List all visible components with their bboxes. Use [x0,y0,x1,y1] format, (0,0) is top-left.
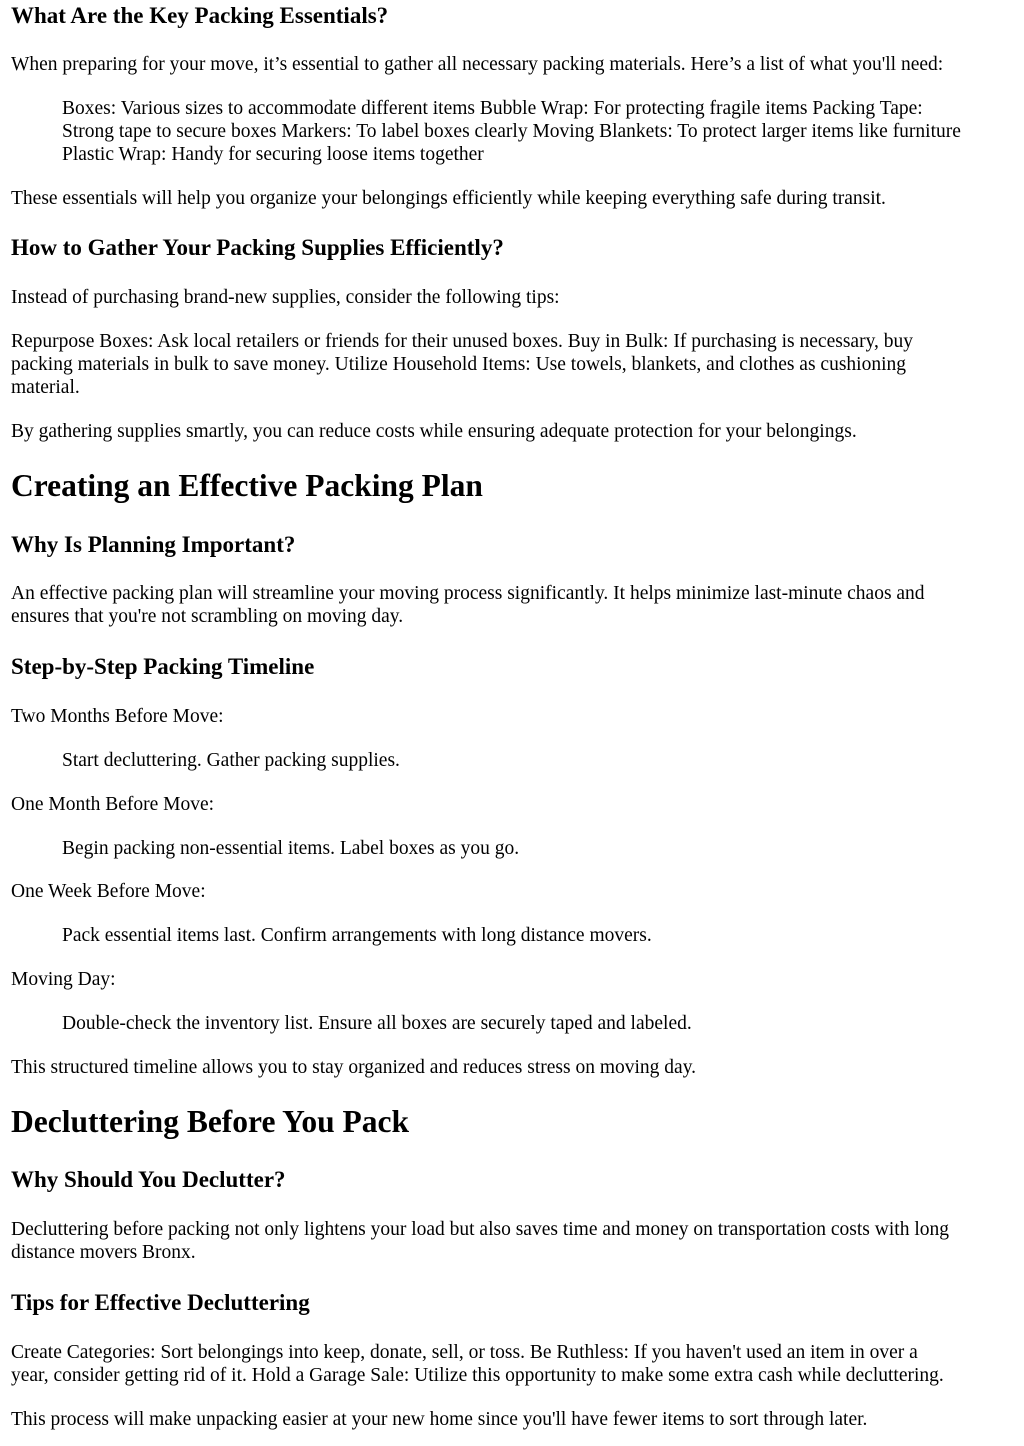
heading-key-packing-essentials: What Are the Key Packing Essentials? [11,3,389,28]
heading-declutter-tips: Tips for Effective Decluttering [11,1290,310,1315]
essentials-list-line: Boxes: Various sizes to accommodate different items Bubble Wrap: For protecting fragile items Packing Tape: [62,98,923,119]
paragraph-line: When preparing for your move, it’s essential to gather all necessary packing materials. Here’s a list of what you'll need: [11,54,944,75]
heading-packing-plan: Creating an Effective Packing Plan [11,468,483,503]
heading-why-planning: Why Is Planning Important? [11,532,296,557]
paragraph-line: By gathering supplies smartly, you can reduce costs while ensuring adequate protection for your belongings. [11,421,857,442]
paragraph-line: material. [11,377,80,398]
timeline-label: Moving Day: [11,969,116,990]
heading-gather-supplies: How to Gather Your Packing Supplies Efficiently? [11,235,504,260]
timeline-label: One Week Before Move: [11,881,206,902]
heading-why-declutter: Why Should You Declutter? [11,1167,286,1192]
heading-packing-timeline: Step-by-Step Packing Timeline [11,654,315,679]
paragraph-line: distance movers Bronx. [11,1242,196,1263]
timeline-tasks: Double-check the inventory list. Ensure all boxes are securely taped and labeled. [62,1013,692,1034]
timeline-label: Two Months Before Move: [11,706,224,727]
essentials-list-line: Strong tape to secure boxes Markers: To label boxes clearly Moving Blankets: To protect larger items like furniture [62,121,961,142]
paragraph-line: Decluttering before packing not only lightens your load but also saves time and money on transportation costs with long [11,1219,949,1240]
paragraph-line: This structured timeline allows you to stay organized and reduces stress on moving day. [11,1057,697,1078]
paragraph-line: Repurpose Boxes: Ask local retailers or friends for their unused boxes. Buy in Bulk: If purchasing is necessary, buy [11,331,914,352]
paragraph-line: An effective packing plan will streamline your moving process significantly. It helps minimize last-minute chaos and [11,583,925,604]
paragraph-line: year, consider getting rid of it. Hold a Garage Sale: Utilize this opportunity to make some extra cash while decluttering. [11,1365,944,1386]
timeline-tasks: Begin packing non-essential items. Label boxes as you go. [62,838,520,859]
timeline-tasks: Pack essential items last. Confirm arrangements with long distance movers. [62,925,652,946]
timeline-label: One Month Before Move: [11,794,215,815]
paragraph-line: Instead of purchasing brand-new supplies, consider the following tips: [11,287,560,308]
heading-decluttering: Decluttering Before You Pack [11,1104,410,1139]
paragraph-line: These essentials will help you organize your belongings efficiently while keeping everything safe during transit. [11,188,886,209]
paragraph-line: ensures that you're not scrambling on moving day. [11,606,404,627]
paragraph-line: Create Categories: Sort belongings into keep, donate, sell, or toss. Be Ruthless: If you haven't used an item in over a [11,1342,918,1363]
essentials-list-line: Plastic Wrap: Handy for securing loose items together [62,144,484,165]
paragraph-line: packing materials in bulk to save money. Utilize Household Items: Use towels, blankets, and clothes as cushioning [11,354,907,375]
paragraph-line: This process will make unpacking easier at your new home since you'll have fewer items to sort through later. [11,1409,868,1430]
timeline-tasks: Start decluttering. Gather packing supplies. [62,750,400,771]
